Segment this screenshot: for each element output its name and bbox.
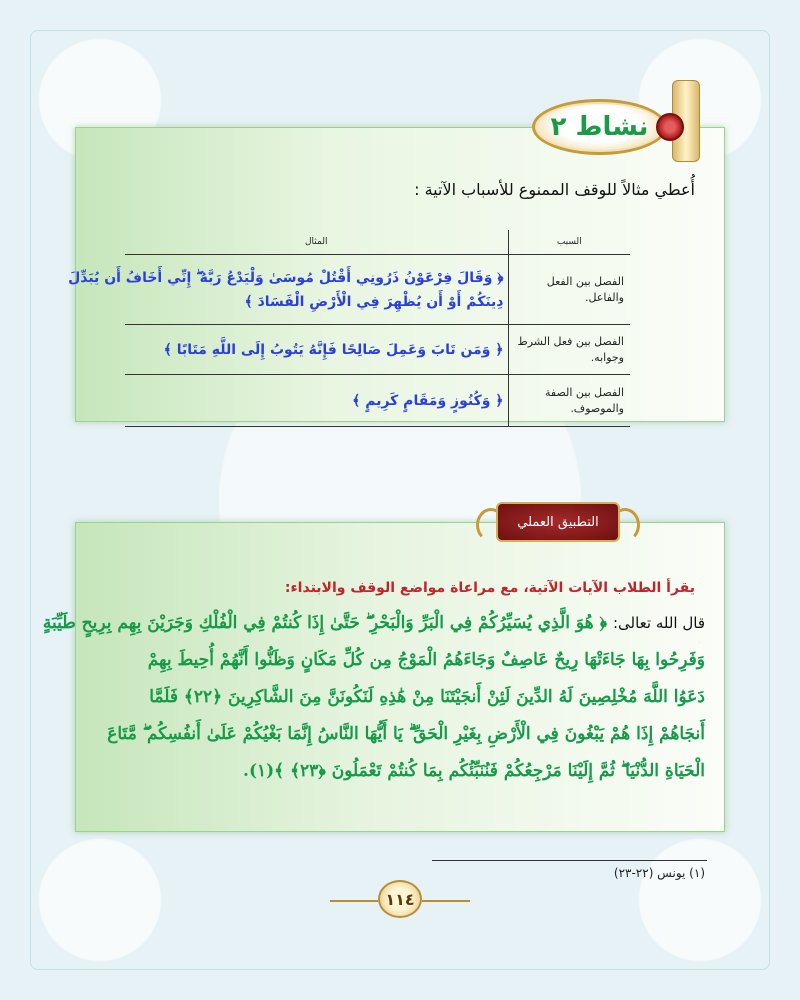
table-row [125, 255, 630, 325]
verse-line: الْحَيَاةِ الدُّنْيَا ۖ ثُمَّ إِلَيْنَا مَرْجِعُكُمْ فَنُنَبِّئُكُم بِمَا كُنتُمْ تَعْمَلُونَ ﴿٢٣﴾ ﴾(١). [243, 761, 705, 781]
example-line: ﴿ وَقَالَ فِرْعَوْنُ ذَرُونِي أَقْتُلْ مُوسَىٰ وَلْيَدْعُ رَبَّهُ ۖ إِنِّي أَخَافُ أَن يُبَدِّلَ [68, 269, 504, 286]
reasons-table [68, 230, 630, 427]
verses-block [42, 605, 705, 790]
footnote-divider [432, 860, 707, 861]
verse-line [42, 605, 705, 642]
example-line: ﴿ وَمَن تَابَ وَعَمِلَ صَالِحًا فَإِنَّهُ يَتُوبُ إِلَى اللَّهِ مَتَابًا ﴾ [163, 341, 504, 358]
example-cell [125, 375, 508, 427]
verse-line: وَفَرِحُوا بِهَا جَاءَتْهَا رِيحٌ عَاصِفٌ وَجَاءَهُمُ الْمَوْجُ مِن كُلِّ مَكَانٍ وَظَنُّوا أَنَّهُمْ أُحِيطَ بِهِمْ [147, 650, 705, 670]
page-number-ornament [330, 878, 470, 918]
example-cell [68, 255, 508, 325]
activity-badge [532, 95, 702, 160]
verse-line: دَعَوُا اللَّهَ مُخْلِصِينَ لَهُ الدِّينَ لَئِنْ أَنجَيْتَنَا مِنْ هَٰذِهِ لَنَكُونَنَّ مِنَ الشَّاكِرِينَ ﴿٢٢﴾ فَلَمَّا [149, 687, 705, 707]
footnote: (١) يونس (٢٢-٢٣) [613, 866, 705, 880]
verse-line: أَنجَاهُمْ إِذَا هُمْ يَبْغُونَ فِي الْأَرْضِ بِغَيْرِ الْحَقِّ ۗ يَا أَيُّهَا النَّاسُ إِنَّمَا بَغْيُكُمْ عَلَىٰ أَنفُسِكُم ۖ مَّتَاعَ [107, 724, 705, 744]
header-reason: السبب [508, 230, 630, 255]
activity-title: نشاط ٢ [550, 112, 649, 142]
reason-cell: الفصل بين فعل الشرط وجوابه. [508, 325, 630, 375]
example-cell [125, 325, 508, 375]
table-header-row [125, 230, 630, 255]
verse-intro: قال الله تعالى: [612, 614, 705, 632]
page-number: ١١٤ [385, 889, 415, 909]
practice-instruction: يقرأ الطلاب الآيات الآتية، مع مراعاة مواضع الوقف والابتداء: [284, 580, 695, 596]
banner-body [496, 502, 620, 542]
practice-title: التطبيق العملي [517, 514, 599, 530]
table-row [125, 325, 630, 375]
verse-text: ﴿ هُوَ الَّذِي يُسَيِّرُكُمْ فِي الْبَرِّ وَالْبَحْرِ ۖ حَتَّىٰ إِذَا كُنتُمْ فِي الْفُلْكِ وَجَرَيْنَ بِهِم بِرِيحٍ طَيِّبَةٍ [42, 613, 608, 633]
ornament-line-icon [422, 900, 470, 902]
page-number-badge [378, 880, 422, 918]
reason-cell: الفصل بين الفعل والفاعل. [508, 255, 630, 325]
table-row [125, 375, 630, 427]
badge-oval [532, 99, 667, 155]
seal-icon [656, 113, 684, 141]
example-line: دِينَكُمْ أَوْ أَن يُظْهِرَ فِي الْأَرْضِ الْفَسَادَ ﴾ [244, 293, 504, 310]
practice-banner [478, 494, 638, 552]
reason-cell: الفصل بين الصفة والموصوف. [508, 375, 630, 427]
header-example: المثال [125, 230, 508, 255]
ornament-line-icon [330, 900, 378, 902]
example-line: ﴿ وَكُنُوزٍ وَمَقَامٍ كَرِيمٍ ﴾ [352, 392, 504, 409]
activity-instruction: أُعطي مثالاً للوقف الممنوع للأسباب الآتية : [414, 180, 695, 199]
